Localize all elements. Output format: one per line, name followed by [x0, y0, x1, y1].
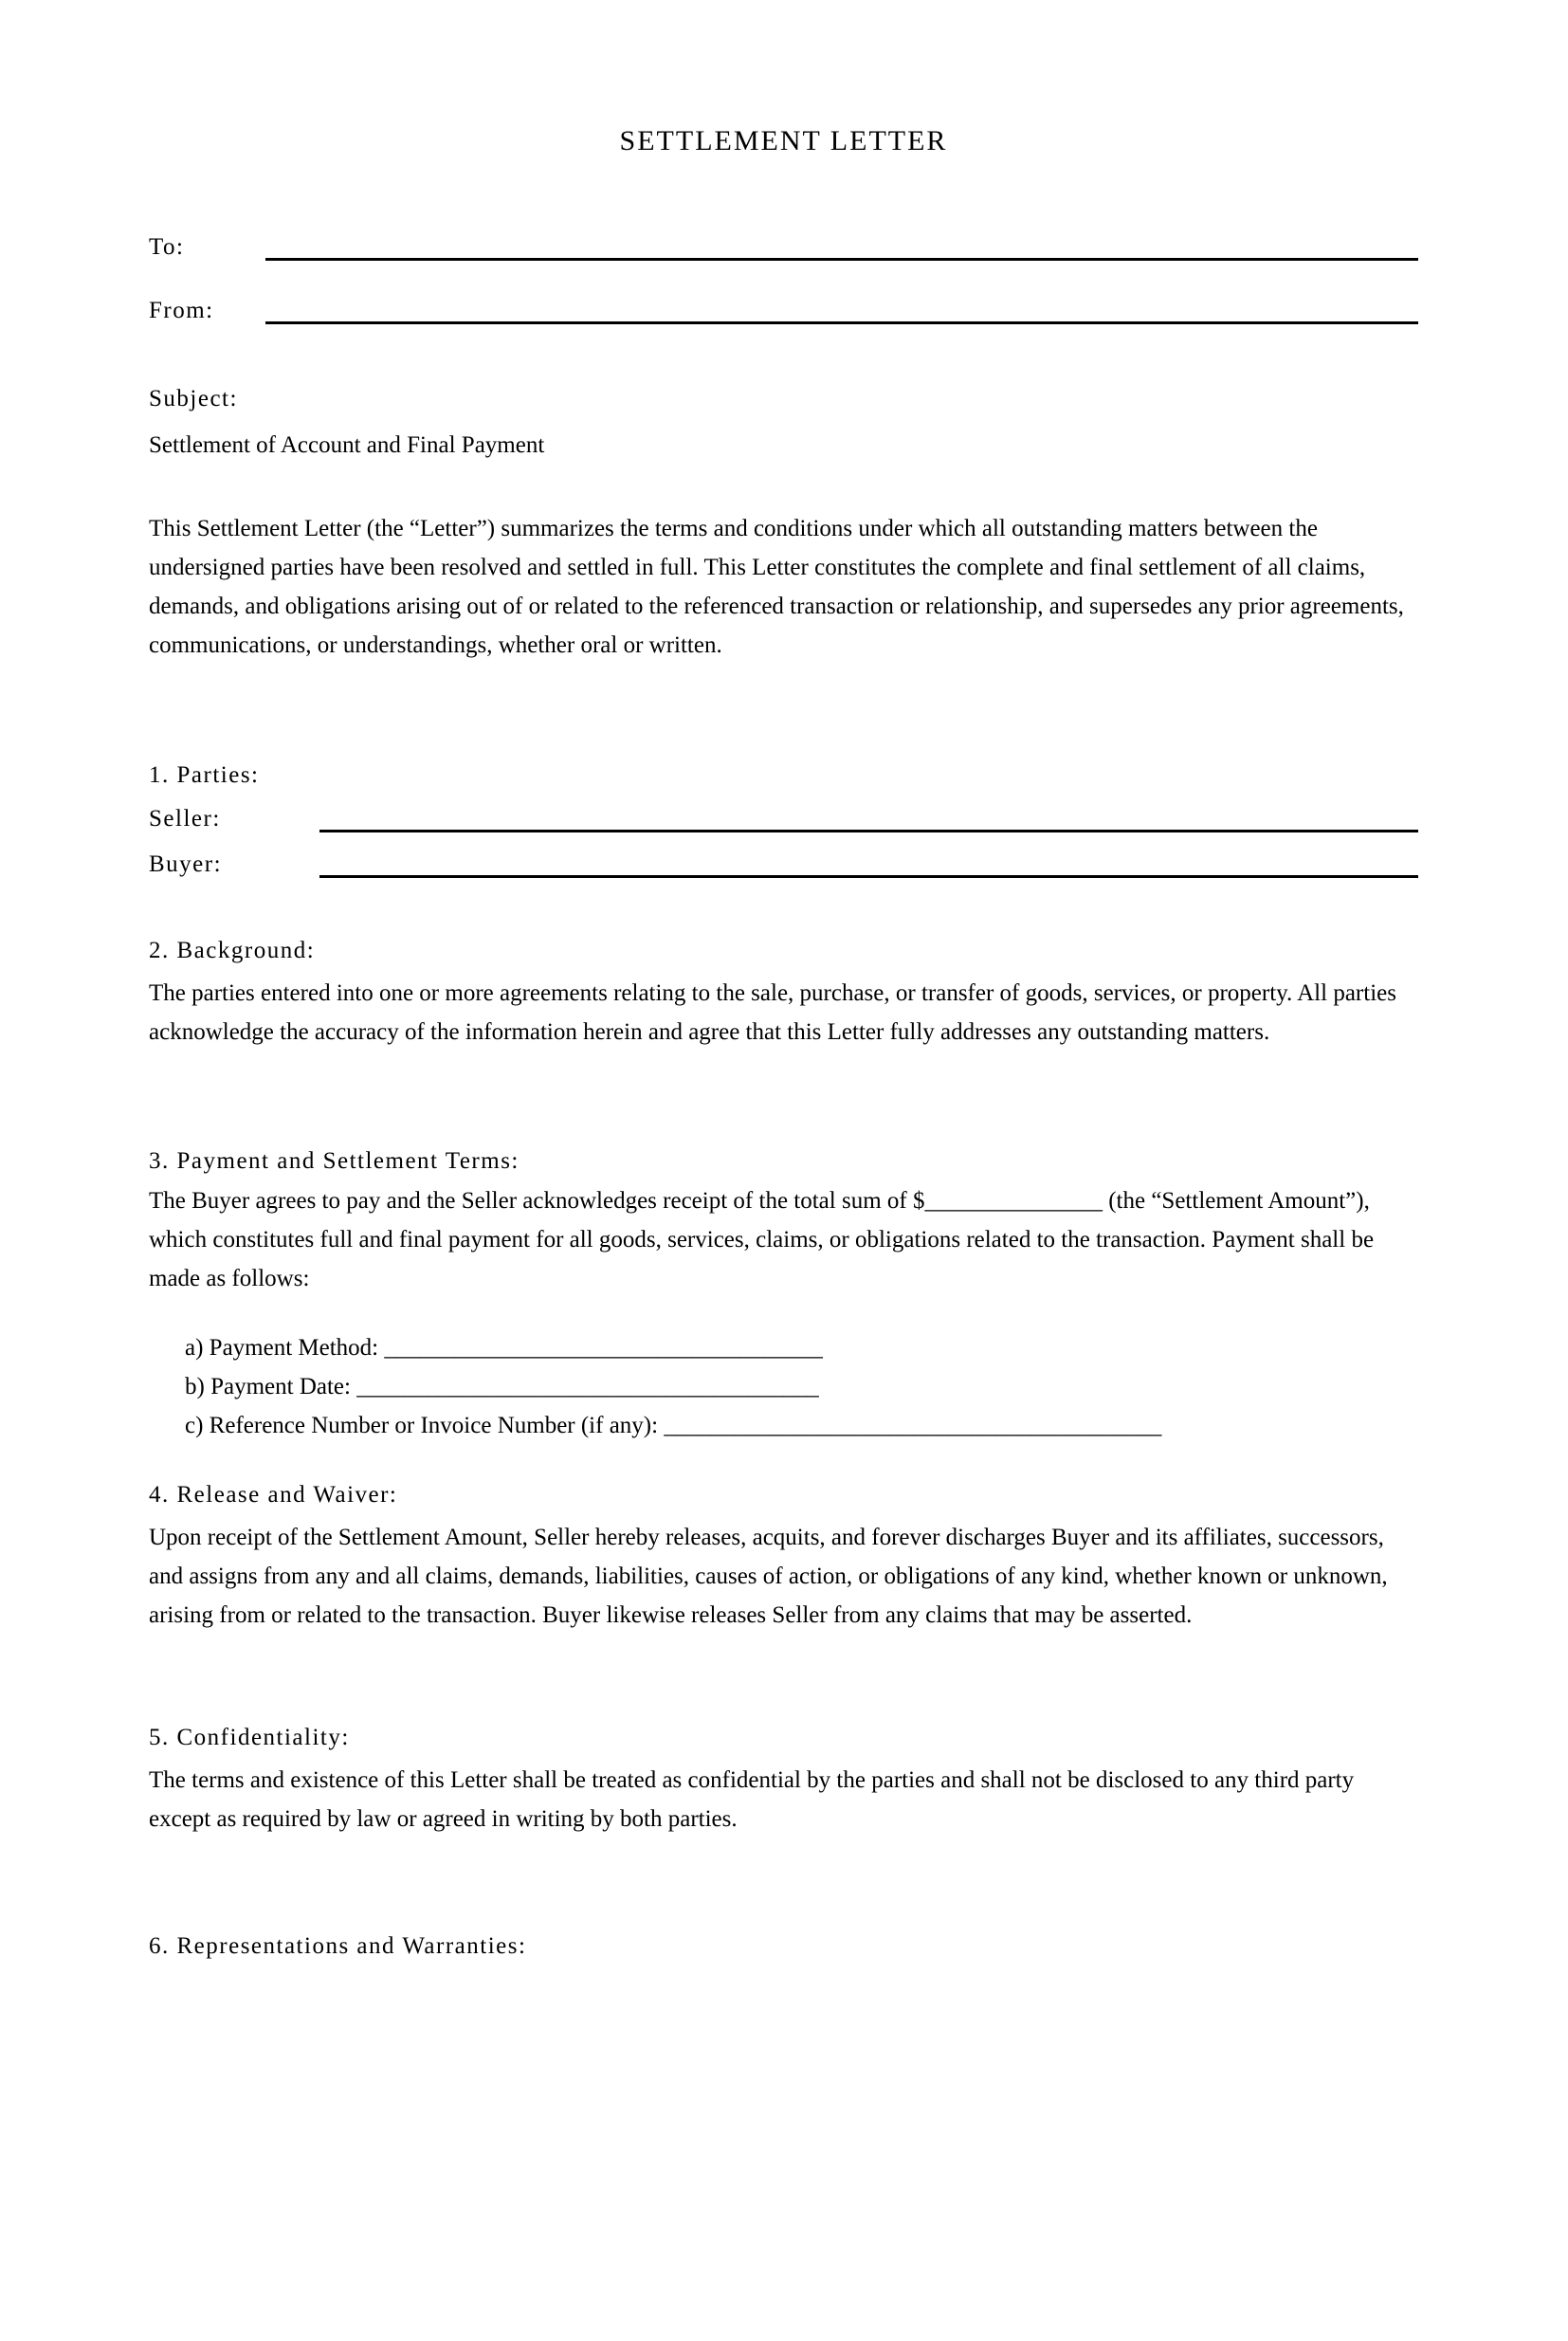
payment-paragraph: The Buyer agrees to pay and the Seller acknowledges receipt of the total sum of $_______________ (the “Settlement Amount”), which constitutes full and final payment for all goods, services, claims, or obligations related to the transaction. Payment shall be made as follows: [149, 1188, 1375, 1291]
payment-detail-list [149, 1328, 1418, 1445]
from-label: From: [149, 298, 214, 323]
document-title: SETTLEMENT LETTER [619, 125, 948, 156]
buyer-fill-line[interactable] [319, 845, 1418, 878]
to-field [149, 228, 1418, 266]
section-confidentiality-heading: 5. Confidentiality: [149, 1725, 350, 1750]
section-release-heading: 4. Release and Waiver: [149, 1482, 398, 1508]
payment-method-item[interactable]: a) Payment Method: _____________________________________ [185, 1335, 823, 1361]
to-label: To: [149, 234, 185, 260]
section-parties-heading: 1. Parties: [149, 762, 260, 788]
from-field [149, 291, 1418, 330]
seller-field [149, 799, 1418, 838]
buyer-label: Buyer: [149, 851, 223, 877]
settlement-letter-page [0, 123, 1568, 2341]
subject-label: Subject: [149, 386, 238, 412]
intro-paragraph: This Settlement Letter (the “Letter”) summarizes the terms and conditions under which all outstanding matters between the undersigned parties have been resolved and settled in full. This Letter constitutes the complete and final settlement of all claims, demands, and obligations arising out of or related to the referenced transaction or relationship, and supersedes any prior agreements, communications, or understandings, whether oral or written. [149, 516, 1404, 658]
from-fill-line[interactable] [265, 291, 1418, 324]
confidentiality-paragraph: The terms and existence of this Letter shall be treated as confidential by the parties and shall not be disclosed to any third party except as required by law or agreed in writing by both parties. [149, 1767, 1355, 1832]
seller-fill-line[interactable] [319, 799, 1418, 832]
background-paragraph: The parties entered into one or more agreements relating to the sale, purchase, or transfer of goods, services, or property. All parties acknowledge the accuracy of the information herein and agree that this Letter fully addresses any outstanding matters. [149, 980, 1396, 1045]
buyer-field [149, 845, 1418, 884]
payment-date-item[interactable]: b) Payment Date: _______________________________________ [185, 1374, 819, 1399]
section-background-heading: 2. Background: [149, 938, 316, 963]
release-paragraph: Upon receipt of the Settlement Amount, Seller hereby releases, acquits, and forever discharges Buyer and its affiliates, successors, and assigns from any and all claims, demands, liabilities, causes of action, or obligations of any kind, whether known or unknown, arising from or related to the transaction. Buyer likewise releases Seller from any claims that may be asserted. [149, 1525, 1388, 1628]
to-fill-line[interactable] [265, 228, 1418, 261]
reference-number-item[interactable]: c) Reference Number or Invoice Number (if any): __________________________________________ [185, 1413, 1162, 1438]
seller-label: Seller: [149, 806, 221, 832]
section-payment-heading: 3. Payment and Settlement Terms: [149, 1148, 520, 1174]
section-representations-heading: 6. Representations and Warranties: [149, 1933, 527, 1959]
subject-value: Settlement of Account and Final Payment [149, 432, 545, 458]
